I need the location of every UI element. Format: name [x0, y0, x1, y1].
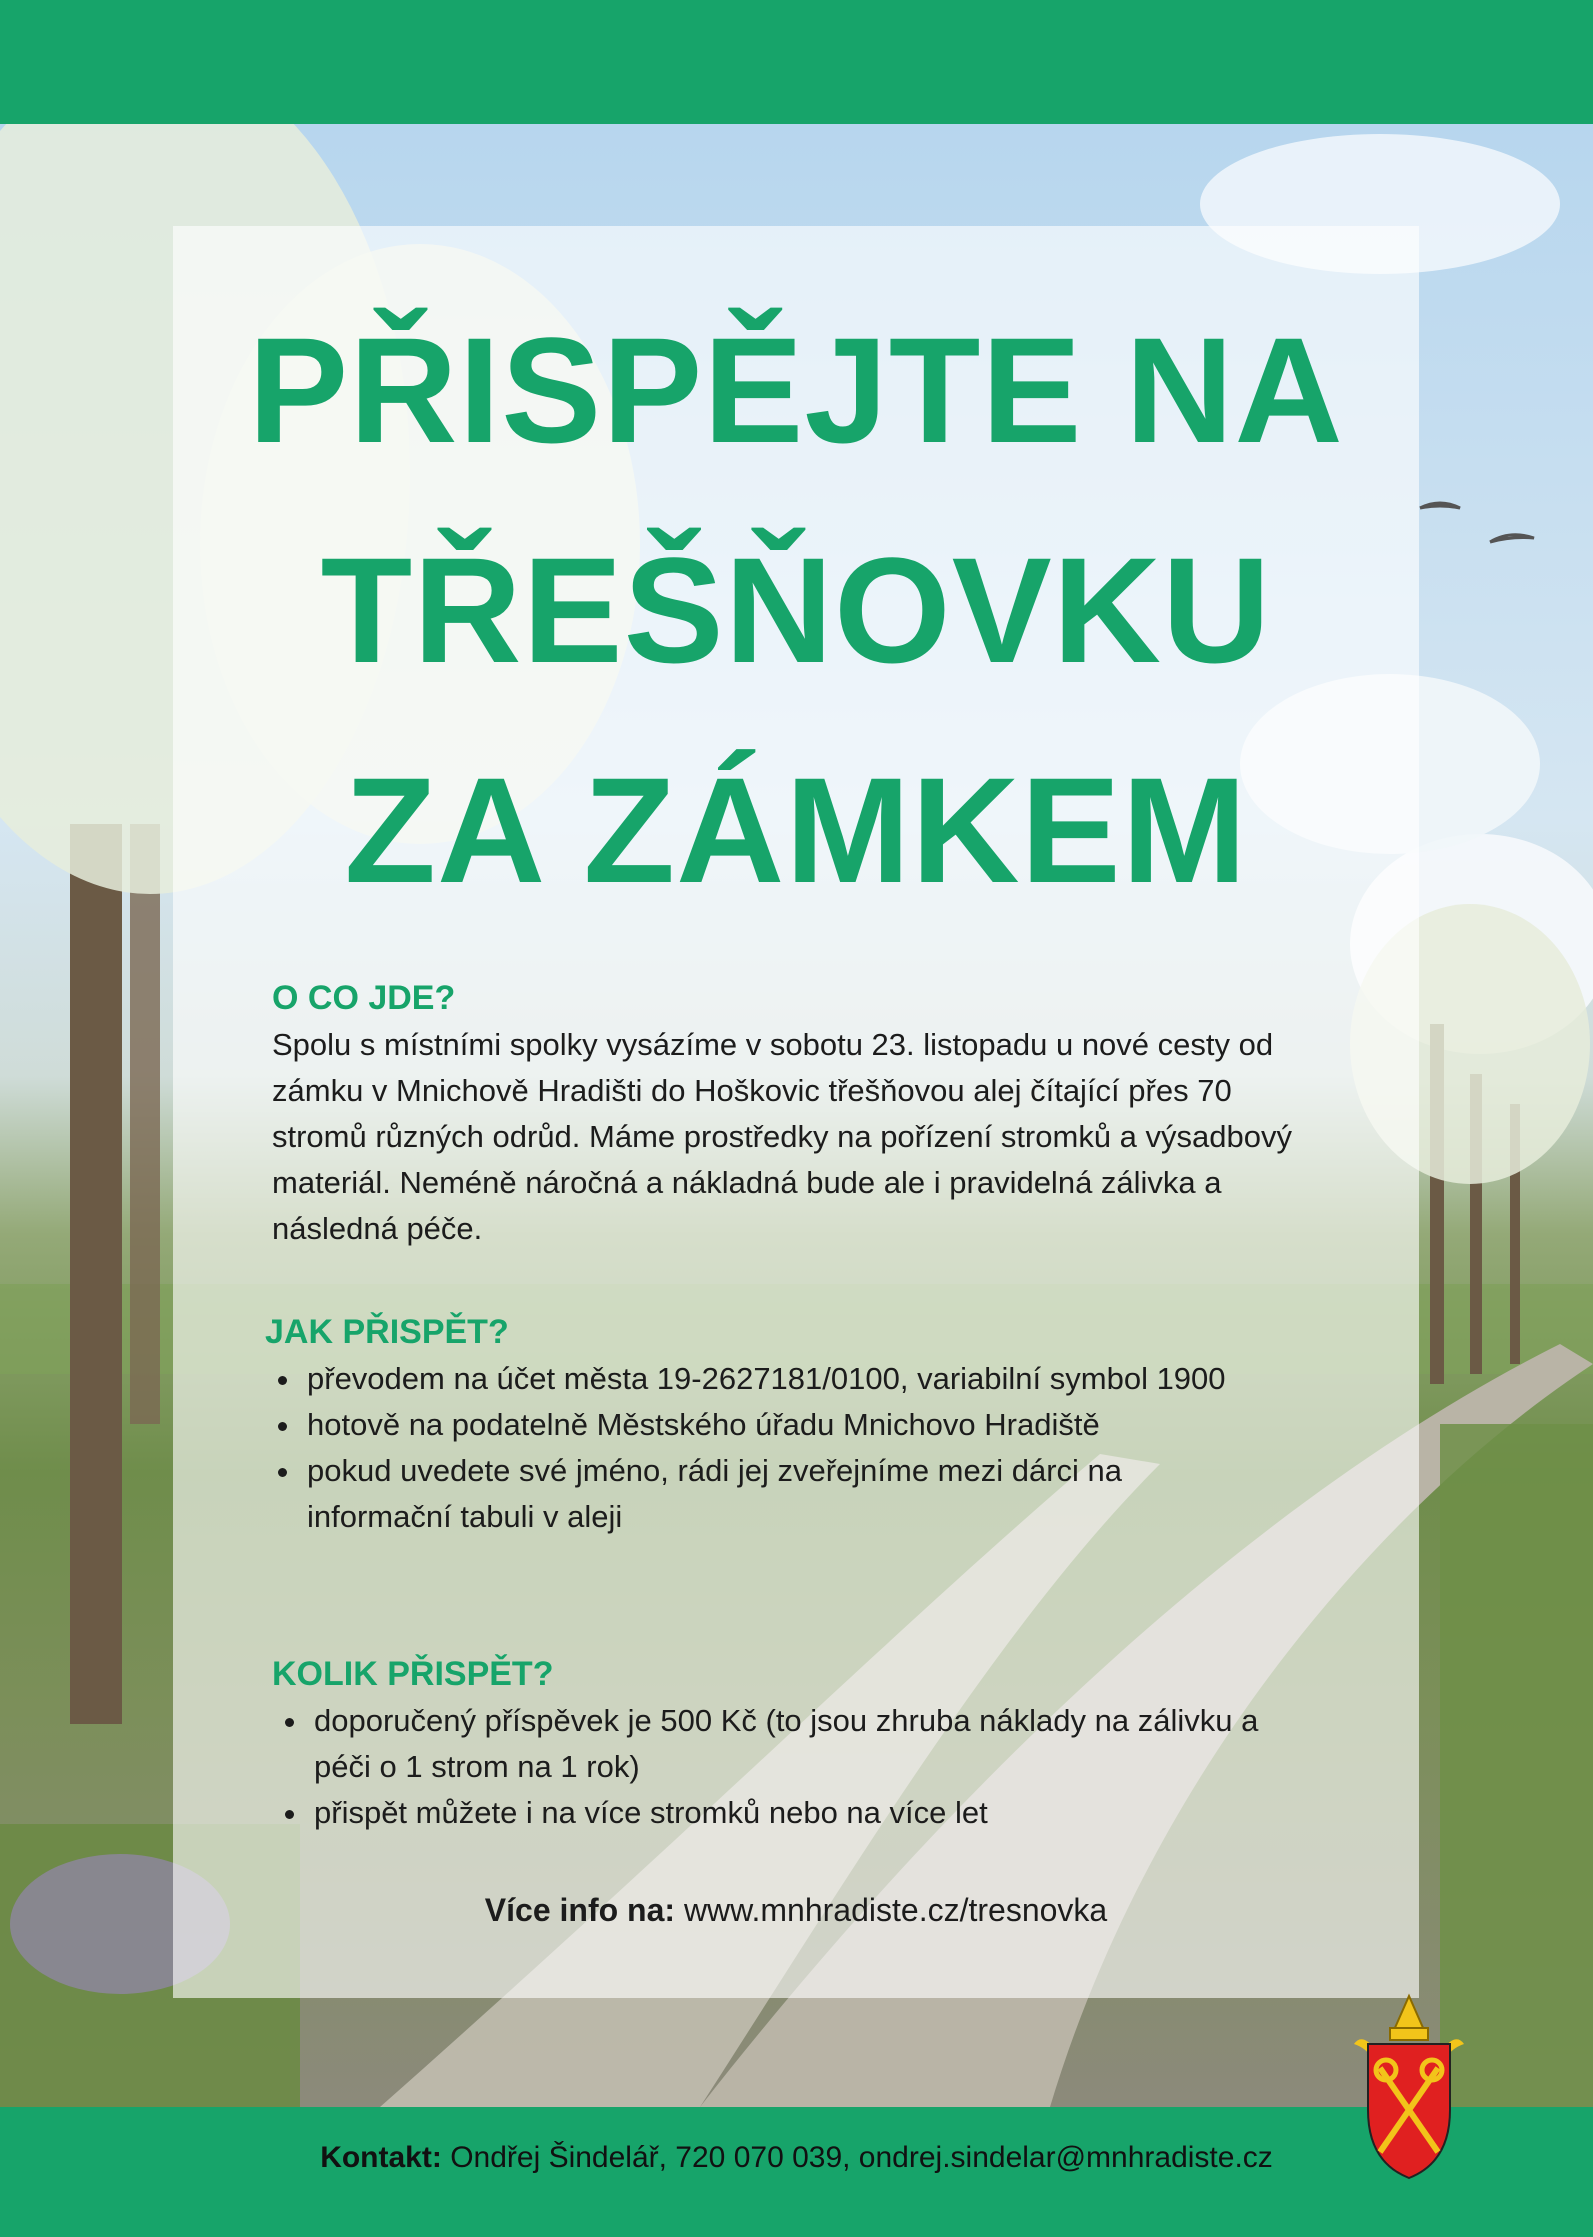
how-much-item-recommended: • doporučený příspěvek je 500 Kč (to jsou zhruba náklady na zálivku a péči o 1 strom na 1 rok) [310, 1698, 1272, 1790]
town-coat-of-arms-icon [1346, 1992, 1472, 2182]
about-heading: O CO JDE? [272, 979, 456, 1017]
title-line-3: ZA ZÁMKEM [344, 746, 1248, 914]
title-line-1: PŘISPĚJTE NA [248, 306, 1344, 474]
how-list [265, 1356, 1265, 1540]
about-text: Spolu s místními spolky vysázíme v sobotu 23. listopadu u nové cesty od zámku v Mnichově Hradišti do Hoškovic třešňovou alej čítající přes 70 stromů různých odrůd. Máme prostředky na pořízení stromků a výsadbový materiál. Neméně náročná a nákladná bude ale i pravidelná zálivka a následná péče. [272, 1027, 1292, 1246]
more-info-label: Více info na: [484, 1892, 676, 1928]
how-much-heading: KOLIK PŘISPĚT? [272, 1655, 554, 1693]
how-item-cash: • hotově na podatelně Městského úřadu Mnichovo Hradiště [303, 1402, 1265, 1448]
page-title [173, 280, 1419, 940]
contact-label: Kontakt: [320, 2141, 442, 2174]
how-much-item-more: • přispět můžete i na více stromků nebo na více let [310, 1790, 1272, 1836]
how-heading: JAK PŘISPĚT? [265, 1313, 509, 1351]
how-item-name: • pokud uvedete své jméno, rádi jej zveřejníme mezi dárci na informační tabuli v aleji [303, 1448, 1265, 1540]
more-info-line [173, 1892, 1419, 1929]
how-much-list [272, 1698, 1272, 1836]
how-item-account: • převodem na účet města 19-2627181/0100, variabilní symbol 1900 [303, 1356, 1265, 1402]
how-section [265, 1308, 1265, 1540]
top-green-band [0, 0, 1593, 124]
contact-value: Ondřej Šindelář, 720 070 039, ondrej.sindelar@mnhradiste.cz [450, 2141, 1273, 2174]
title-line-2: TŘEŠŇOVKU [320, 526, 1272, 694]
how-much-section [272, 1650, 1272, 1836]
about-section [272, 974, 1332, 1252]
more-info-link[interactable]: www.mnhradiste.cz/tresnovka [683, 1892, 1108, 1928]
